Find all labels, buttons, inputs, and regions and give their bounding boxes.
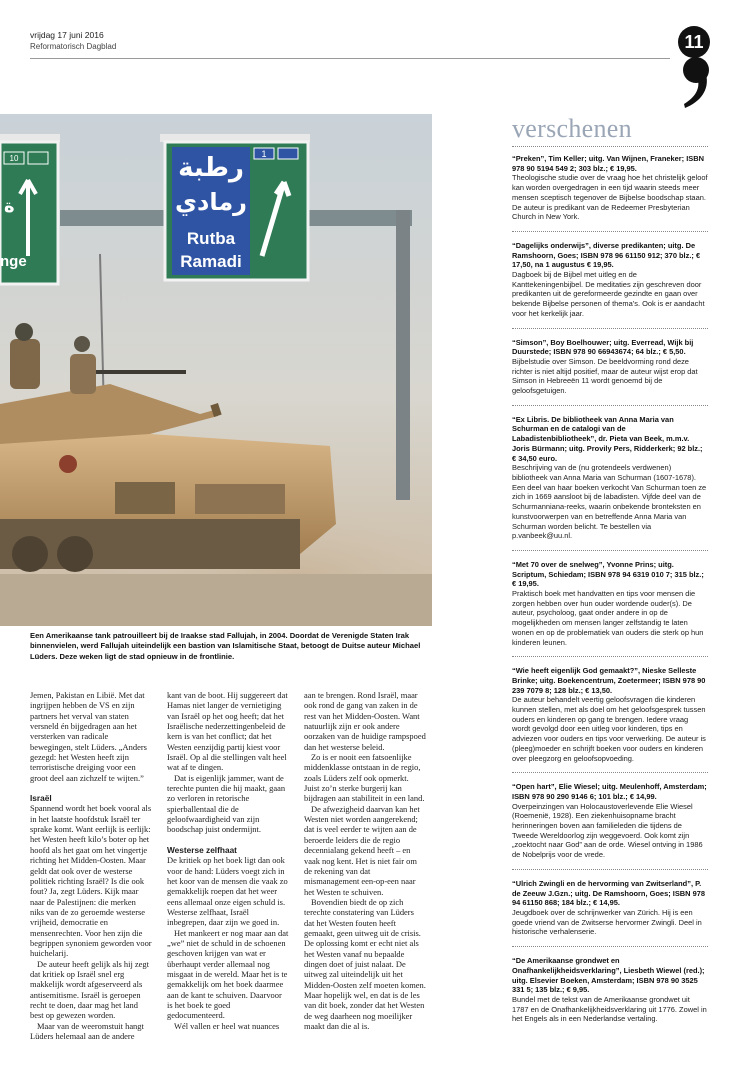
book-listing-body: Overpeinzingen van Holocaustoverlevende Elie Wiesel (Roemenië, 1928). Een ziekenhuisopname bracht herinneringen boven aan familieleden die tijdens de Tweede Wereldoorlog zijn weggevoerd. Ook komt zijn „zoektocht naar God” aan de orde. Wiesel ontving in 1986 de Nobelprijs voor de vrede. [512, 801, 703, 860]
book-listing-body: Dagboek bij de Bijbel met uitleg en de Kanttekeningenbijbel. De meditaties zijn geschreven door predikanten uit de gereformeerde gezindte en gaan over bekende Bijbelse personen of thema’s. Ook is er aandacht voor het kerkelijk jaar. [512, 270, 705, 318]
header-rule [30, 58, 670, 59]
book-listing-body: Beschrijving van de (nu grotendeels verdwenen) bibliotheek van Anna Maria van Schurman (1607-1678). Een deel van haar boeken verkocht Van Schurman toen ze zich in 1669 aansloot bij de labadisten. Vijfde deel van de Schurmanniana-reeks, waarin onbekende bronteksten en kunstvoorwerpen van en betreffende Anna Maria van Schurman worden belicht. Te bestellen via p.vanbeek@uu.nl. [512, 463, 707, 541]
book-listing [512, 956, 708, 1033]
sign-text-rutba: Rutba [186, 229, 236, 248]
article-paragraph: aan te brengen. Rond Israël, maar ook rond de gang van zaken in de rest van het Midden-Oosten. Want natuurlijk zijn er ook andere oorzaken van de huidige rampspoed dan het westerse beleid. [304, 690, 426, 752]
book-listing-head: “Dagelijks onderwijs”, diverse predikanten; uitg. De Ramshoorn, Goes; ISBN 978 96 61150 912; 370 blz.; € 17,50, na 1 augustus € 19,95. [512, 240, 701, 270]
book-listing-head: “Ulrich Zwingli en de hervorming van Zwitserland”, P. de Zeeuw J.Gzn.; uitg. De Ramshoorn, Goes; ISBN 978 94 61150 868; 184 blz.; € 14,95. [512, 878, 705, 908]
book-listing-head: “Preken”, Tim Keller; uitg. Van Wijnen, Franeker; ISBN 978 90 5194 549 2; 303 blz.; € 19,95. [512, 154, 704, 173]
book-listing-body: Theologische studie over de vraag hoe het christelijk geloof kan worden overgedragen in een tijd waarin steeds meer mensen sceptisch tegenover de Bijbelse boodschap staan. De auteur is predikant van de Redeemer Presbyterian Church in New York. [512, 173, 708, 222]
book-listing [512, 560, 708, 657]
sign-arabic-rutba: رطبة [178, 153, 244, 183]
article-paragraph: kant van de boot. Hij suggereert dat Hamas niet langer de vernietiging van Israël op het oog heeft; dat het Israëlische nederzettingenbeleid de kern is van het conflict; dat het Westen eenzijdig partij kiest voor Israël. Op al die stellingen valt heel wat af te dingen. [167, 690, 288, 773]
issue-date: vrijdag 17 juni 2016 [30, 30, 104, 40]
book-listing [512, 782, 708, 870]
subheading-westerse-zelfhaat: Westerse zelfhaat [167, 844, 237, 855]
sign-left-arabic: ة [4, 196, 15, 217]
sign-arabic-ramadi: رمادي [175, 188, 247, 216]
book-listing-head: “Met 70 over de snelweg”, Yvonne Prins; uitg. Scriptum, Schiedam; ISBN 978 94 6319 010 7; 315 blz.; € 19,95. [512, 559, 704, 589]
sign-text-ramadi: Ramadi [180, 252, 242, 271]
verschenen-list [512, 154, 708, 1042]
sign-exit-number: 1 [261, 149, 267, 159]
article-paragraph: De afwezigheid daarvan kan het Westen niet worden aangerekend; dat is veel eerder te wijten aan de beroerde leiders die de regio decennialang gekend heeft – en vaak nog kent. Het is niet fair om de rekening van dat mismanagement een-op-een naar het Westen te schuiven. [304, 803, 420, 897]
article-paragraph: Zo is er nooit een fatsoenlijke middenklasse ontstaan in de regio, zoals Lüders zelf ook opmerkt. Juist zo’n sterke burgerij kan bijdragen aan stabiliteit in een land. [304, 752, 425, 804]
article-paragraph: Bovendien biedt de op zich terechte constatering van Lüders dat het Westen fouten heeft gemaakt, geen uitweg uit de crisis. De oplossing komt er echt niet als het Westen vanaf nu bepaalde dingen doet of juist nalaat. De uitweg zal uiteindelijk uit het Midden-Oosten zelf moeten komen. Maar hopelijk wel, en dat is de les van dit boek, zonder dat het Westen de weg daarheen nog moeilijker maakt dan die al is. [304, 896, 426, 1031]
article-paragraph: De auteur heeft gelijk als hij zegt dat kritiek op Israël snel erg makkelijk wordt afgeserveerd als antisemitisme. Israël is geroepen recht te doen, daar mag het land best op gewezen worden. [30, 958, 149, 1021]
article-paragraph: De kritiek op het boek ligt dan ook voor de hand: Lüders voegt zich in het koor van de mensen die vaak zo gemakkelijk roepen dat het weer eens allemaal onze eigen schuld is. Westerse zelfhaat, Israël inbegrepen, daar zijn we goed in. [167, 855, 288, 928]
sign-left-exit: 10 [9, 154, 19, 163]
book-listing [512, 666, 708, 773]
article-paragraph: Wél vallen er heel wat nuances [174, 1020, 280, 1031]
article-paragraph: Jemen, Pakistan en Libië. Met dat ingrijpen hebben de VS en zijn partners het verval van staten versneld én bijgedragen aan het versterken van radicale bewegingen, stelt Lüders. „Anders gezegd: het Westen heeft zijn terroristische dreiging voor een groot deel aan zichzelf te wijten.” [30, 690, 147, 783]
book-listing-body: Jeugdboek over de schrijnwerker van Zürich. Hij is een goede vriend van de Zwitserse hervormer Zwingli. Deel in historische verhalenserie. [512, 908, 702, 937]
article-column-1 [30, 690, 152, 1041]
publication-name: Reformatorisch Dagblad [30, 42, 117, 51]
book-listing-head: “Wie heeft eigenlijk God gemaakt?”, Nieske Selleste Brinke; uitg. Boekencentrum, Zoetermeer; ISBN 978 90 239 7079 8; 128 blz.; € 13,50. [512, 666, 706, 695]
book-listing-body: Bijbelstudie over Simson. De beeldvorming rond deze richter is niet altijd positief, maar de auteur wijst erop dat Simson in Hebreeën 11 wordt genoemd bij de geloofsgetuigen. [512, 356, 698, 396]
sign-left-fragment: nge [0, 253, 27, 270]
book-listing-body: De auteur behandelt veertig geloofsvragen die kinderen kunnen stellen, met als doel om het geloofsgesprek tussen ouders en kinderen op gang te brengen. Iedere vraag wordt gevolgd door een uitleg voor kinderen, tips en adviezen voor ouders en tips voor verwerking. De auteur is (pleeg)moeder en schrijft boeken voor ouders en kinderen over pleegzorg en geloofsopvoeding. [512, 695, 706, 763]
verschenen-rule [512, 146, 708, 147]
comma-ornament-icon [676, 52, 716, 112]
article-paragraph: Maar van de weeromstuit hangt Lüders helemaal aan de andere [30, 1020, 144, 1041]
article-column-3 [304, 690, 426, 1031]
book-listing-head: “Open hart”, Elie Wiesel; uitg. Meulenhoff, Amsterdam; ISBN 978 90 290 9146 6; 101 blz.; € 14,99. [512, 782, 707, 801]
book-listing-body: Praktisch boek met handvatten en tips voor mensen die zorgen hebben over hun ouder wordende ouder(s). De auteur, psycholoog, gaat onder andere in op de mogelijkheden om mensen langer zelfstandig te laten wonen en op de problematiek van ouders die sterk op hun kinderen leunen. [512, 589, 704, 647]
book-listing-body: Bundel met de tekst van de Amerikaanse grondwet uit 1787 en de Onafhankelijkheidsverklaring uit 1776. Zowel in het Engels als in een Nederlandse vertaling. [512, 994, 707, 1024]
tank-photo [0, 114, 432, 626]
article-paragraph: Dat is eigenlijk jammer, want de terechte punten die hij maakt, gaan zo verloren in retorische spierballentaal die de geloofwaardigheid van zijn boodschap juist ondermijnt. [167, 772, 286, 835]
article-paragraph: Spannend wordt het boek vooral als in het laatste hoofdstuk Israël ter sprake komt. Want eerlijk is eerlijk: het Westen heeft kilo’s boter op het hoofd als het gaat om het vingertje richting het Midden-Oosten. Maar geldt dat ook over de westerse politiek richting Israël? Is die ook fout? Ja, zegt Lüders. Kijk maar naar de Palestijnen: die merken niks van de zo geroemde westerse vrijheid, democratie en mensenrechten. Voor hen zijn die begrippen synoniem geworden voor huichelarij. [30, 803, 152, 959]
book-listing-head: “Simson”, Boy Boelhouwer; uitg. Everread, Wijk bij Duurstede; ISBN 978 90 66943674; 64 blz.; € 5,50. [512, 337, 694, 357]
article-paragraph: Het mankeert er nog maar aan dat „we” niet de schuld in de schoenen geschoven krijgen van wat er überhaupt verder allemaal nog misgaat in de wereld. Maar het is te gemakkelijk om het boek daarmee aan de kant te schuiven. Daarvoor is het boek te goed gedocumenteerd. [167, 927, 289, 1021]
article-column-2 [167, 690, 289, 1031]
book-listing [512, 241, 708, 329]
verschenen-title: verschenen [512, 114, 632, 143]
book-listing [512, 154, 708, 232]
page-number: 11 [678, 26, 710, 58]
book-listing [512, 879, 708, 947]
photo-caption: Een Amerikaanse tank patrouilleert bij de Iraakse stad Fallujah, in 2004. Doordat de Verenigde Staten Irak binnenvielen, werd Fallujah uiteindelijk een bastion van Islamitische Staat, betoogt de Duitse auteur Michael Lüders. Deze weken ligt de stad opnieuw in de frontlinie. [30, 631, 421, 661]
book-listing [512, 338, 708, 406]
book-listing-head: “De Amerikaanse grondwet en Onafhankelijkheidsverklaring”, Liesbeth Wiewel (red.); uitg. Elsevier Boeken, Amsterdam; ISBN 978 90 3525 331 5; 135 blz.; € 9,95. [512, 956, 705, 995]
subheading-israel: Israël [30, 793, 52, 804]
book-listing [512, 415, 708, 551]
book-listing-head: “Ex Libris. De bibliotheek van Anna Maria van Schurman en de catalogi van de Labadistenbibliotheek”, dr. Pieta van Beek, m.m.v. Joris Bürmann; uitg. Provily Pers, Ridderkerk; 92 blz.; € 34,50 euro. [512, 414, 703, 463]
